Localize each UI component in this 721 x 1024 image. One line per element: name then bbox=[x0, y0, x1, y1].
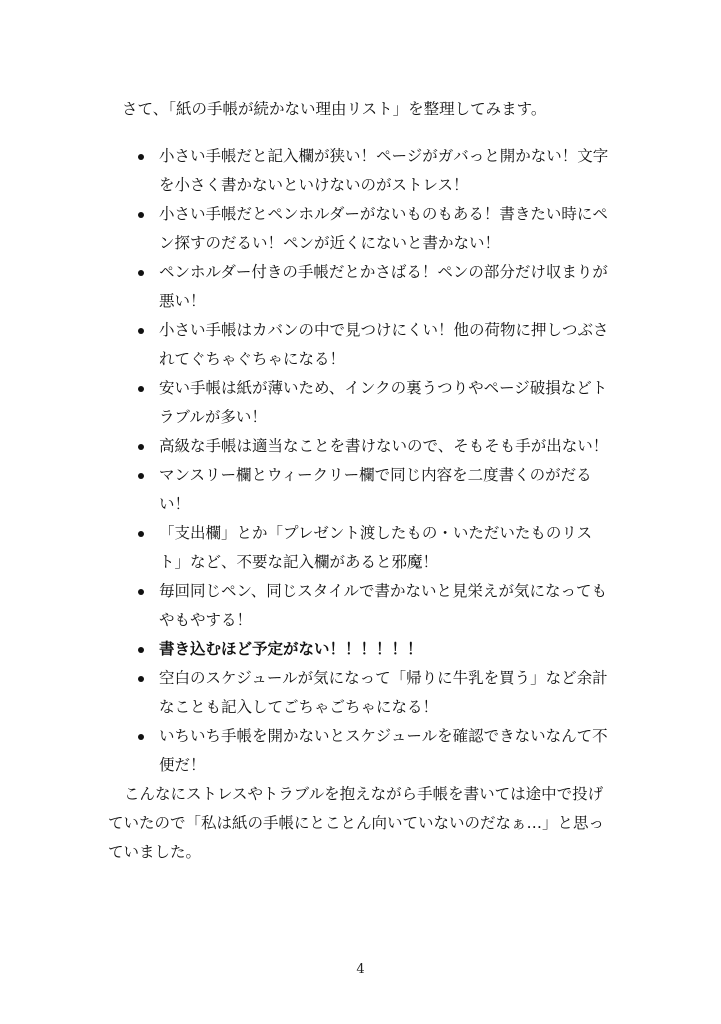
page-number: 4 bbox=[356, 962, 365, 977]
list-item bbox=[135, 519, 625, 577]
list-item-text: 小さい手帳だとペンホルダーがないものもある！書きたい時にペン探すのだるい！ペンが近くにないと書かない！ bbox=[159, 205, 608, 252]
list-item bbox=[135, 432, 625, 461]
closing-paragraph: こんなにストレスやトラブルを抱えながら手帳を書いては途中で投げていたので「私は紙の手帳にとことん向いていないのだなぁ…」と思っていました。 bbox=[108, 785, 605, 861]
list-item-emphasis bbox=[135, 635, 625, 664]
list-item bbox=[135, 142, 625, 200]
intro-paragraph: さて、「紙の手帳が続かない理由リスト」を整理してみます。 bbox=[122, 100, 547, 118]
list-item-text: 空白のスケジュールが気になって「帰りに牛乳を買う」など余計なことも記入してごちゃごちゃになる！ bbox=[159, 669, 608, 716]
list-item bbox=[135, 664, 625, 722]
list-item-text: 毎回同じペン、同じスタイルで書かないと見栄えが気になってもやもやする！ bbox=[159, 582, 607, 629]
list-item-text: 高級な手帳は適当なことを書けないので、そもそも手が出ない！ bbox=[159, 437, 609, 455]
list-item-text: 安い手帳は紙が薄いため、インクの裏うつりやページ破損などトラブルが多い！ bbox=[159, 379, 608, 426]
list-item-text: 小さい手帳はカバンの中で見つけにくい！他の荷物に押しつぶされてぐちゃぐちゃになる！ bbox=[159, 321, 609, 368]
list-item-text: マンスリー欄とウィークリー欄で同じ内容を二度書くのがだるい！ bbox=[159, 466, 592, 513]
list-item bbox=[135, 577, 625, 635]
list-item-text: ペンホルダー付きの手帳だとかさばる！ペンの部分だけ収まりが悪い！ bbox=[159, 263, 608, 310]
list-item-text: 「支出欄」とか「プレゼント渡したもの・いただいたものリスト」など、不要な記入欄があると邪魔！ bbox=[159, 524, 593, 571]
list-item-text: 小さい手帳だと記入欄が狭い！ページがガバっと開かない！文字を小さく書かないといけないのがストレス！ bbox=[159, 147, 609, 194]
list-item bbox=[135, 316, 625, 374]
list-item bbox=[135, 200, 625, 258]
list-item-text: いちいち手帳を開かないとスケジュールを確認できないなんて不便だ！ bbox=[159, 727, 608, 774]
list-item bbox=[135, 461, 625, 519]
reason-list bbox=[135, 142, 625, 780]
list-item-text: 書き込むほど予定がない！！！！！！ bbox=[159, 640, 423, 658]
list-item bbox=[135, 722, 625, 780]
list-item bbox=[135, 374, 625, 432]
list-item bbox=[135, 258, 625, 316]
